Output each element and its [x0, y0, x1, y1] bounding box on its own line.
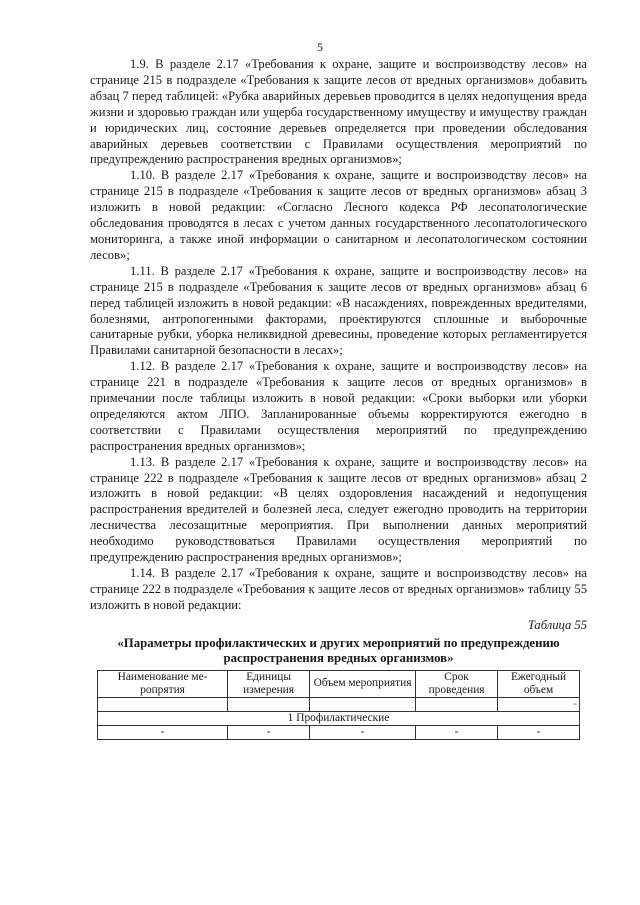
table-caption: Таблица 55: [527, 617, 587, 632]
table-cell: -: [310, 725, 416, 739]
page-number: 5: [317, 40, 323, 54]
paragraph-1-11: 1.11. В разделе 2.17 «Требования к охране, защите и воспроизводству лесов» на странице 215 в подразделе «Требования к защите лесов от вредных организмов» абзац 6 перед таблицей изложить в новой редакции: «В насаждениях, поврежденных вредителями, болезнями, антропогенными факторами, проектируются сплошные и выборочные санитарные рубки, уборка неликвидной древесины, проведение которых регламентируется Правилами санитарной безопасности в лесах»;: [90, 263, 587, 358]
table-cell: -: [228, 725, 310, 739]
table-cell: [310, 697, 416, 711]
table-cell: -: [498, 725, 580, 739]
table-cell: -: [498, 697, 580, 711]
table-cell: -: [416, 725, 498, 739]
table-row: [98, 725, 580, 739]
table-cell: [228, 697, 310, 711]
table-header-row: [98, 670, 580, 697]
table-cell: [416, 697, 498, 711]
header-period: Срок проведения: [416, 670, 498, 697]
paragraph-1-14: 1.14. В разделе 2.17 «Требования к охране, защите и воспроизводству лесов» на странице 222 в подразделе «Требования к защите лесов от вредных организмов» таблицу 55 изложить в новой редакции:: [90, 566, 587, 612]
document-body: [90, 57, 587, 740]
table-cell: [98, 697, 228, 711]
paragraph-1-9: 1.9. В разделе 2.17 «Требования к охране, защите и воспроизводству лесов» на странице 215 в подразделе «Требования к защите лесов от вредных организмов» добавить абзац 7 перед таблицей: «Рубка аварийных деревьев проводится в целях недопущения вреда жизни и здоровью граждан или ущерба государственному имуществу и имуществу граждан и юридических лиц, состояние деревьев определяется при проведении обследования аварийных деревьев соответствии с Правилами осуществления мероприятий по предупреждению распространения вредных организмов»;: [90, 57, 587, 167]
paragraph-1-10: 1.10. В разделе 2.17 «Требования к охране, защите и воспроизводству лесов» на странице 215 в подразделе «Требования к защите лесов от вредных организмов» абзац 3 изложить в новой редакции: «Согласно Лесного кодекса РФ лесопатологические обследования проводятся в лесах с учетом данных государственного лесопатологического мониторинга, а также иной информации о санитарном и лесопатологическом состоянии лесов»;: [90, 168, 587, 262]
section-label: 1 Профилактические: [98, 711, 580, 725]
table-title: «Параметры профилактических и других мероприятий по предупреждению распространения вредных организмов»: [117, 635, 560, 666]
header-annual-volume: Ежегодный объем: [498, 670, 580, 697]
paragraph-1-13: 1.13. В разделе 2.17 «Требования к охране, защите и воспроизводству лесов» на странице 222 в подразделе «Требования к защите лесов от вредных организмов» абзац 2 изложить в новой редакции: «В целях оздоровления насаждений и недопущения распространения вредителей и болезней леса, следует ежегодно проводить на территории лесничества лесозащитные мероприятия. При выполнении данных мероприятий необходимо руководствоваться Правилами осуществления мероприятий по предупреждению распространения вредных организмов»;: [90, 454, 587, 565]
header-units: Единицы измерения: [228, 670, 310, 697]
measures-table: [97, 670, 580, 740]
table-row: [98, 697, 580, 711]
table-section-row: [98, 711, 580, 725]
header-volume: Объем мероприятия: [310, 670, 416, 697]
table-cell: -: [98, 725, 228, 739]
header-measure-name: Наименование ме-ропрятия: [98, 670, 228, 697]
paragraph-1-12: 1.12. В разделе 2.17 «Требования к охране, защите и воспроизводству лесов» на странице 221 в подразделе «Требования к защите лесов от вредных организмов» в примечании после таблицы изложить в новой редакции: «Сроки выборки или уборки определяются актом ЛПО. Запланированные объемы корректируются ежегодно в соответствии с Правилами осуществления мероприятий по предупреждению распространения вредных организмов»;: [90, 359, 587, 453]
